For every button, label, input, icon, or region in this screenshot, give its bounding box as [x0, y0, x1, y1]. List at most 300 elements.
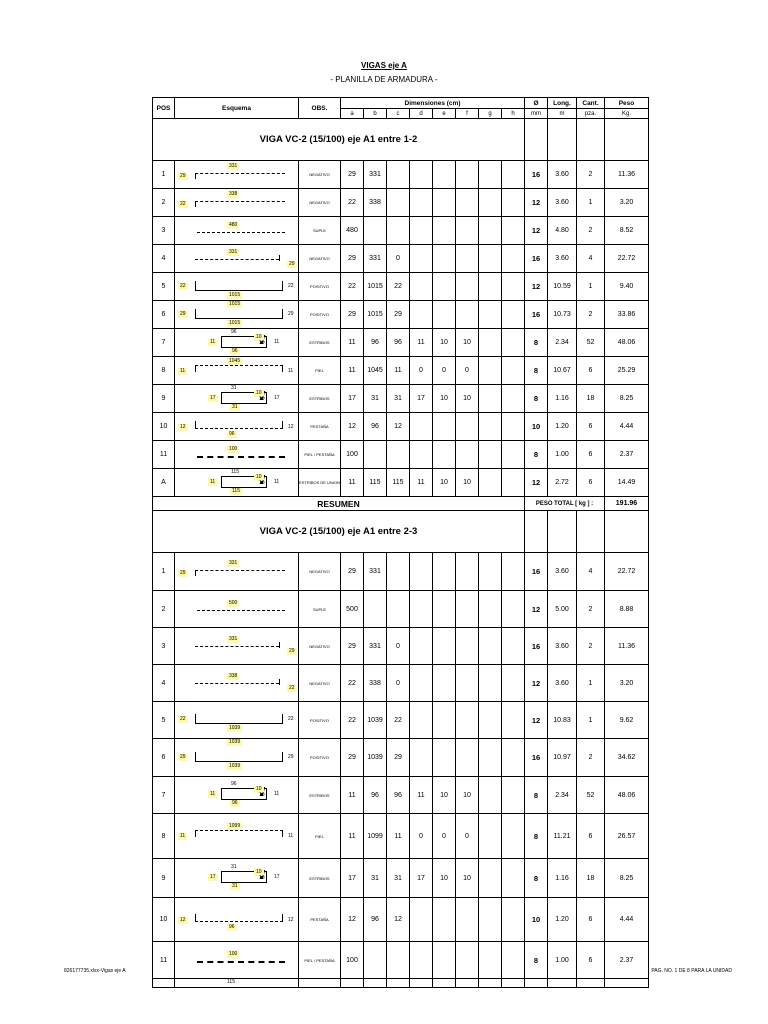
header-peso: Peso: [605, 98, 649, 109]
table-row: [153, 357, 649, 385]
cell-dim-g: [479, 189, 502, 217]
table-row: [153, 469, 649, 497]
cell-peso: 11.36: [605, 161, 649, 189]
bar-schema: [175, 777, 297, 813]
table-row: [153, 301, 649, 329]
empty-cell: [364, 979, 387, 988]
cell-esquema: [175, 301, 299, 329]
bar-schema: [175, 161, 297, 188]
empty-cell: [479, 979, 502, 988]
cell-cant: 6: [577, 441, 605, 469]
cell-esquema: [175, 628, 299, 665]
cell-dim-g: [479, 413, 502, 441]
cell-cant: 2: [577, 217, 605, 245]
cell-dim-a: 29: [341, 301, 364, 329]
cell-dim-f: 10: [456, 385, 479, 413]
page-title: VIGAS eje A: [361, 61, 407, 70]
dimension-label: 1099: [229, 823, 241, 829]
cell-cant: 1: [577, 702, 605, 739]
cell-dim-e: [433, 273, 456, 301]
cell-peso: 22.72: [605, 553, 649, 591]
empty-cell: [525, 979, 548, 988]
cell-dim-g: [479, 739, 502, 777]
table-row: [153, 777, 649, 814]
bar-schema: [175, 814, 297, 858]
cell-long: 3.60: [548, 161, 577, 189]
cell-dim-h: [502, 245, 525, 273]
cell-obs: POSITIVO: [299, 301, 341, 329]
cell-dim-c: 11: [387, 814, 410, 859]
table-row: [153, 441, 649, 469]
peso-total-label: PESO TOTAL [ kg ] :: [525, 497, 605, 511]
empty-cell: [525, 511, 548, 553]
cell-dim-h: [502, 628, 525, 665]
empty-cell: [548, 979, 577, 988]
cell-dim-c: 29: [387, 301, 410, 329]
cell-dim-a: 29: [341, 553, 364, 591]
cell-esquema: [175, 245, 299, 273]
empty-cell: [548, 511, 577, 553]
dimension-label: 11: [210, 791, 216, 797]
bar-line: [195, 683, 279, 684]
cell-peso: 4.44: [605, 898, 649, 942]
dimension-label: 10: [259, 480, 265, 486]
cell-dim-f: 10: [456, 469, 479, 497]
cell-dim-d: [410, 441, 433, 469]
table-row: [153, 898, 649, 942]
cell-dim-g: [479, 385, 502, 413]
empty-cell: [387, 979, 410, 988]
cell-dim-e: [433, 665, 456, 702]
table-row: [153, 245, 649, 273]
cell-cant: 1: [577, 665, 605, 702]
dimension-label: 10: [259, 396, 265, 402]
header-dim-a: a: [341, 109, 364, 119]
cell-dim-h: [502, 942, 525, 979]
cell-long: 1.00: [548, 441, 577, 469]
bar-hook: [195, 173, 196, 179]
cell-long: 2.72: [548, 469, 577, 497]
bar-line: [197, 232, 285, 233]
cell-esquema: [175, 942, 299, 979]
header-long-unit: m: [548, 109, 577, 119]
cell-dim-b: [364, 942, 387, 979]
cell-obs: PESTAÑA: [299, 413, 341, 441]
header-dim-h: h: [502, 109, 525, 119]
cell-dim-e: [433, 217, 456, 245]
cell-pos: 4: [153, 245, 175, 273]
cell-diam: 8: [525, 814, 548, 859]
bar-schema: [175, 357, 297, 384]
cell-cant: 2: [577, 628, 605, 665]
table-row: [153, 161, 649, 189]
cell-dim-f: [456, 413, 479, 441]
cell-cant: 2: [577, 591, 605, 628]
cell-dim-h: [502, 357, 525, 385]
cell-dim-h: [502, 189, 525, 217]
dimension-label: 115: [231, 469, 239, 475]
cell-dim-c: 31: [387, 385, 410, 413]
cell-dim-e: [433, 702, 456, 739]
empty-cell: [577, 511, 605, 553]
cell-obs: NEGATIVO: [299, 553, 341, 591]
footer-filename: 826177735.xlsx-Vigas eje A: [64, 968, 126, 974]
cell-peso: 8.52: [605, 217, 649, 245]
cell-diam: 12: [525, 189, 548, 217]
header-pos: POS: [153, 98, 175, 119]
cell-diam: 12: [525, 273, 548, 301]
cell-diam: 16: [525, 245, 548, 273]
bar-line: [197, 456, 285, 458]
cell-peso: 9.40: [605, 273, 649, 301]
cell-diam: 8: [525, 441, 548, 469]
bar-hook: [282, 914, 283, 921]
cell-obs: NEGATIVO: [299, 161, 341, 189]
bar-schema: [175, 898, 297, 941]
dimension-label: 17: [210, 874, 216, 880]
cell-dim-h: [502, 665, 525, 702]
dimension-label: 29: [180, 570, 186, 576]
cell-dim-b: 1015: [364, 301, 387, 329]
dimension-label: 10: [259, 340, 265, 346]
bar-schema: [175, 628, 297, 664]
cell-pos: 9: [153, 385, 175, 413]
cell-pos: 11: [153, 441, 175, 469]
bar-line: [197, 961, 285, 963]
dimension-label: 338: [229, 673, 238, 679]
cell-dim-b: 115: [364, 469, 387, 497]
dimension-label: 11: [288, 368, 294, 374]
cell-dim-a: 11: [341, 777, 364, 814]
cell-dim-d: [410, 301, 433, 329]
cell-dim-f: [456, 942, 479, 979]
cell-long: 2.34: [548, 777, 577, 814]
cell-dim-f: 0: [456, 357, 479, 385]
cell-dim-g: [479, 273, 502, 301]
cell-obs: NEGATIVO: [299, 189, 341, 217]
cell-obs: SUPLE: [299, 591, 341, 628]
dimension-label: 11: [274, 791, 280, 797]
bar-schema: [175, 553, 297, 590]
empty-cell: [577, 979, 605, 988]
header-diam: Ø: [525, 98, 548, 109]
cell-long: 1.20: [548, 898, 577, 942]
cell-pos: 5: [153, 273, 175, 301]
cell-pos: 1: [153, 161, 175, 189]
cell-dim-f: [456, 217, 479, 245]
dimension-label: 10: [259, 792, 265, 798]
cell-dim-d: 11: [410, 777, 433, 814]
bar-line: [195, 365, 283, 366]
cell-long: 10.73: [548, 301, 577, 329]
section-title: VIGA VC-2 (15/100) eje A1 entre 1-2: [153, 119, 525, 161]
cell-diam: 8: [525, 357, 548, 385]
cell-dim-e: 10: [433, 859, 456, 898]
bar-schema: [175, 942, 297, 978]
header-obs: OBS.: [299, 98, 341, 119]
bar-line: [195, 259, 279, 260]
cell-dim-g: [479, 469, 502, 497]
cell-cant: 6: [577, 898, 605, 942]
cell-dim-g: [479, 217, 502, 245]
cell-dim-e: [433, 245, 456, 273]
cell-dim-a: 500: [341, 591, 364, 628]
bar-hook: [195, 365, 196, 372]
table-row: [153, 189, 649, 217]
dimension-label: 96: [229, 431, 235, 437]
cell-dim-e: [433, 591, 456, 628]
bar-schema: [175, 245, 297, 272]
cell-dim-f: [456, 628, 479, 665]
bar-schema: [175, 301, 297, 328]
cell-dim-f: [456, 189, 479, 217]
cell-pos: 2: [153, 189, 175, 217]
cell-diam: 8: [525, 329, 548, 357]
cell-long: 3.60: [548, 628, 577, 665]
bar-hook: [195, 914, 196, 921]
table-row: [153, 859, 649, 898]
cell-dim-d: 11: [410, 469, 433, 497]
cell-long: 3.60: [548, 553, 577, 591]
dimension-label: 29: [288, 754, 294, 760]
cell-long: 5.00: [548, 591, 577, 628]
cell-dim-e: 0: [433, 814, 456, 859]
cell-dim-b: 31: [364, 859, 387, 898]
cell-peso: 48.06: [605, 329, 649, 357]
cell-esquema: [175, 357, 299, 385]
bar-schema: [175, 273, 297, 300]
cell-dim-a: 12: [341, 898, 364, 942]
cell-long: 10.83: [548, 702, 577, 739]
dimension-label: 12: [288, 917, 294, 923]
cell-diam: 8: [525, 859, 548, 898]
cell-obs: ESTRIBOS: [299, 329, 341, 357]
bar-schema: [175, 385, 297, 412]
dimension-label: 12: [180, 917, 186, 923]
header-dim-b: b: [364, 109, 387, 119]
bar-line: [195, 921, 283, 922]
cell-dim-a: 17: [341, 385, 364, 413]
cell-obs: POSITIVO: [299, 273, 341, 301]
cell-esquema: [175, 702, 299, 739]
dimension-label: 11: [288, 833, 294, 839]
cell-dim-f: [456, 161, 479, 189]
cell-long: 3.60: [548, 189, 577, 217]
cell-dim-f: [456, 301, 479, 329]
header-esquema: Esquema: [175, 98, 299, 119]
cell-cant: 2: [577, 301, 605, 329]
cell-obs: ESTRIBOS: [299, 777, 341, 814]
dimension-label: 100: [229, 446, 238, 452]
cell-dim-f: 10: [456, 777, 479, 814]
rebar-schedule-table: [152, 97, 649, 988]
cell-dim-f: [456, 898, 479, 942]
cell-peso: 2.37: [605, 441, 649, 469]
cell-dim-b: 96: [364, 898, 387, 942]
table-row: [153, 385, 649, 413]
cell-diam: 12: [525, 469, 548, 497]
bar-schema: [175, 739, 297, 776]
cell-dim-a: 29: [341, 628, 364, 665]
cell-diam: 16: [525, 301, 548, 329]
dimension-label: 331: [229, 560, 238, 566]
cell-dim-a: 12: [341, 413, 364, 441]
bar-hook: [195, 714, 196, 723]
cell-diam: 8: [525, 777, 548, 814]
cell-dim-c: 12: [387, 413, 410, 441]
cell-esquema: [175, 979, 299, 988]
cell-dim-f: 10: [456, 329, 479, 357]
empty-cell: [299, 979, 341, 988]
dimension-label: 11: [274, 479, 280, 485]
bar-hook: [282, 752, 283, 761]
cell-dim-e: 0: [433, 357, 456, 385]
cell-esquema: [175, 161, 299, 189]
cell-peso: 8.25: [605, 385, 649, 413]
cell-peso: 22.72: [605, 245, 649, 273]
cell-pos: 8: [153, 357, 175, 385]
cell-dim-d: [410, 161, 433, 189]
cell-peso: 4.44: [605, 413, 649, 441]
cell-obs: NEGATIVO: [299, 628, 341, 665]
cell-cant: 6: [577, 469, 605, 497]
cell-cant: 1: [577, 273, 605, 301]
cell-long: 1.16: [548, 859, 577, 898]
cell-cant: 18: [577, 385, 605, 413]
cell-dim-h: [502, 859, 525, 898]
dimension-label: 31: [232, 404, 238, 410]
cell-dim-b: 96: [364, 413, 387, 441]
cell-pos: 2: [153, 591, 175, 628]
cell-dim-g: [479, 329, 502, 357]
cell-dim-a: 11: [341, 329, 364, 357]
cell-dim-b: 338: [364, 665, 387, 702]
cell-long: 10.97: [548, 739, 577, 777]
cell-dim-d: [410, 898, 433, 942]
dimension-label: 10: [256, 474, 262, 480]
cell-pos: A: [153, 469, 175, 497]
cell-dim-h: [502, 739, 525, 777]
cell-long: 11.21: [548, 814, 577, 859]
cell-dim-c: 0: [387, 245, 410, 273]
cell-dim-c: 0: [387, 665, 410, 702]
dimension-label: 11: [180, 833, 186, 839]
cell-dim-b: 331: [364, 245, 387, 273]
bar-hook: [195, 570, 196, 576]
cell-obs: PIEL: [299, 814, 341, 859]
cell-obs: NEGATIVO: [299, 245, 341, 273]
cell-dim-b: 331: [364, 628, 387, 665]
bar-line: [195, 723, 283, 724]
cell-dim-d: 11: [410, 329, 433, 357]
cell-dim-c: 96: [387, 777, 410, 814]
dimension-label: 22: [288, 716, 294, 722]
empty-cell: [605, 119, 649, 161]
cell-peso: 48.06: [605, 777, 649, 814]
cell-dim-b: 331: [364, 553, 387, 591]
cell-esquema: [175, 898, 299, 942]
cell-long: 4.80: [548, 217, 577, 245]
dimension-label: 10: [256, 786, 262, 792]
cell-pos: 3: [153, 217, 175, 245]
cell-dim-e: [433, 161, 456, 189]
cell-long: 10.59: [548, 273, 577, 301]
empty-cell: [525, 119, 548, 161]
bar-line: [195, 318, 283, 319]
cell-long: 3.60: [548, 665, 577, 702]
cell-dim-f: 0: [456, 814, 479, 859]
cell-dim-c: 22: [387, 702, 410, 739]
empty-cell: [433, 979, 456, 988]
dimension-label: 22: [180, 716, 186, 722]
cell-dim-e: 10: [433, 329, 456, 357]
cell-dim-h: [502, 385, 525, 413]
cell-diam: 16: [525, 739, 548, 777]
dimension-label: 10: [256, 869, 262, 875]
cell-dim-g: [479, 702, 502, 739]
dimension-label: 12: [288, 424, 294, 430]
bar-line: [195, 646, 279, 647]
cell-dim-a: 480: [341, 217, 364, 245]
empty-cell: [577, 119, 605, 161]
cell-peso: 8.88: [605, 591, 649, 628]
cell-dim-e: [433, 942, 456, 979]
cell-dim-d: [410, 189, 433, 217]
cell-diam: 16: [525, 628, 548, 665]
cell-pos: 10: [153, 898, 175, 942]
dimension-label: 96: [231, 781, 237, 787]
cell-dim-e: 10: [433, 385, 456, 413]
cell-dim-d: 17: [410, 385, 433, 413]
bar-hook: [282, 421, 283, 428]
cell-dim-d: [410, 245, 433, 273]
cell-dim-b: [364, 217, 387, 245]
summary-label: RESUMEN: [153, 497, 525, 511]
cell-dim-f: [456, 591, 479, 628]
empty-cell: [502, 979, 525, 988]
cell-peso: 25.29: [605, 357, 649, 385]
cell-dim-a: 100: [341, 942, 364, 979]
bar-schema: [175, 979, 297, 987]
cell-dim-c: [387, 161, 410, 189]
footer-page: PAG. NO. 1 DE 8 PARA LA UNIDAD: [651, 968, 732, 974]
cell-esquema: [175, 273, 299, 301]
dimension-label: 10: [256, 390, 262, 396]
cell-esquema: [175, 413, 299, 441]
bar-hook: [195, 201, 196, 207]
cell-esquema: [175, 385, 299, 413]
cell-dim-c: 11: [387, 357, 410, 385]
bar-schema: [175, 859, 297, 897]
cell-dim-b: 1045: [364, 357, 387, 385]
cell-dim-a: 29: [341, 245, 364, 273]
header-long: Long.: [548, 98, 577, 109]
cell-diam: 16: [525, 161, 548, 189]
cell-obs: NEGATIVO: [299, 665, 341, 702]
cell-cant: 4: [577, 245, 605, 273]
cell-dim-b: 1039: [364, 739, 387, 777]
cell-peso: 34.62: [605, 739, 649, 777]
bar-line: [195, 428, 283, 429]
cell-esquema: [175, 441, 299, 469]
dimension-label: 31: [231, 385, 237, 391]
cell-cant: 18: [577, 859, 605, 898]
cell-dim-a: 17: [341, 859, 364, 898]
cell-dim-e: [433, 553, 456, 591]
dimension-label: 11: [210, 479, 216, 485]
cell-dim-g: [479, 591, 502, 628]
cell-dim-h: [502, 591, 525, 628]
